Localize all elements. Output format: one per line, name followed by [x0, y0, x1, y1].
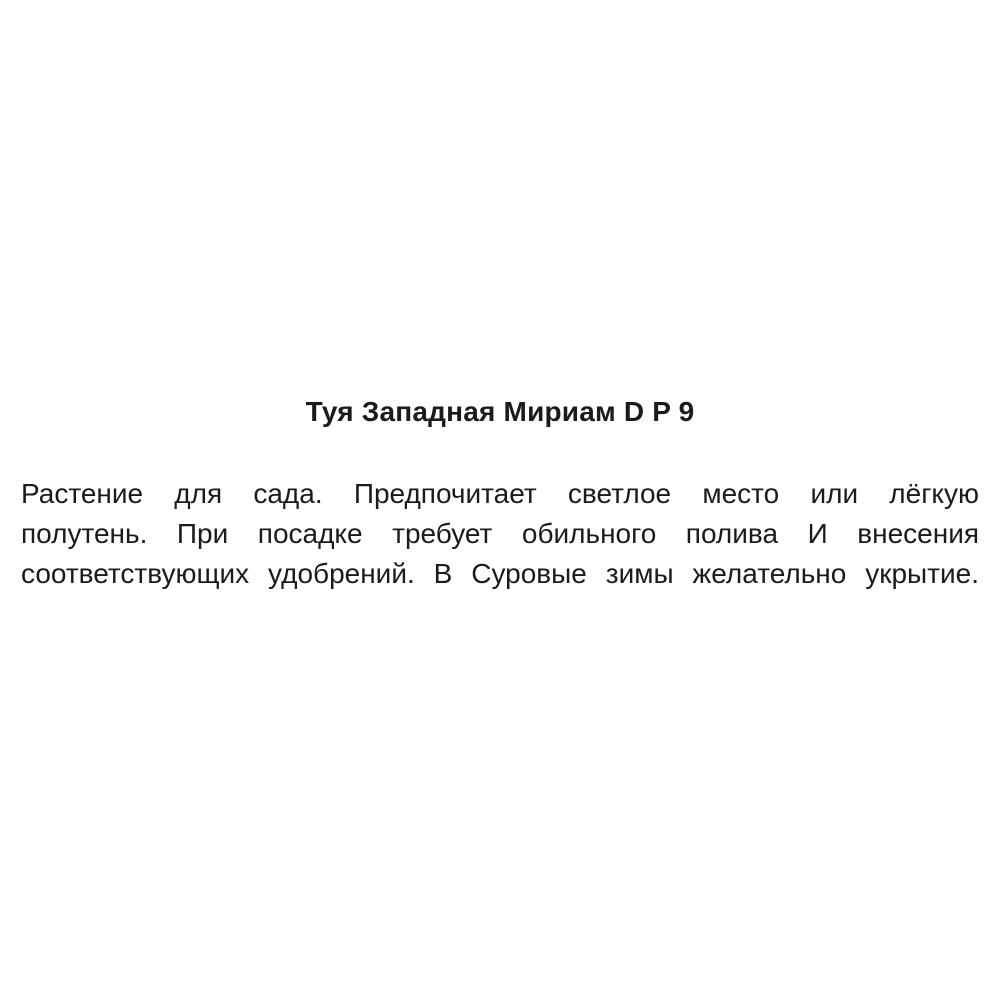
paragraph-line: соответствующих удобрений. В Суровые зимы желательно укрытие.: [21, 558, 979, 589]
paragraph-line: Растение для сада. Предпочитает светлое место или лёгкую: [21, 478, 979, 509]
description-paragraph: [21, 474, 979, 594]
paragraph-line: полутень. При посадке требует обильного полива И внесения: [21, 518, 979, 549]
document-title: Туя Западная Мириам D P 9: [305, 396, 695, 427]
